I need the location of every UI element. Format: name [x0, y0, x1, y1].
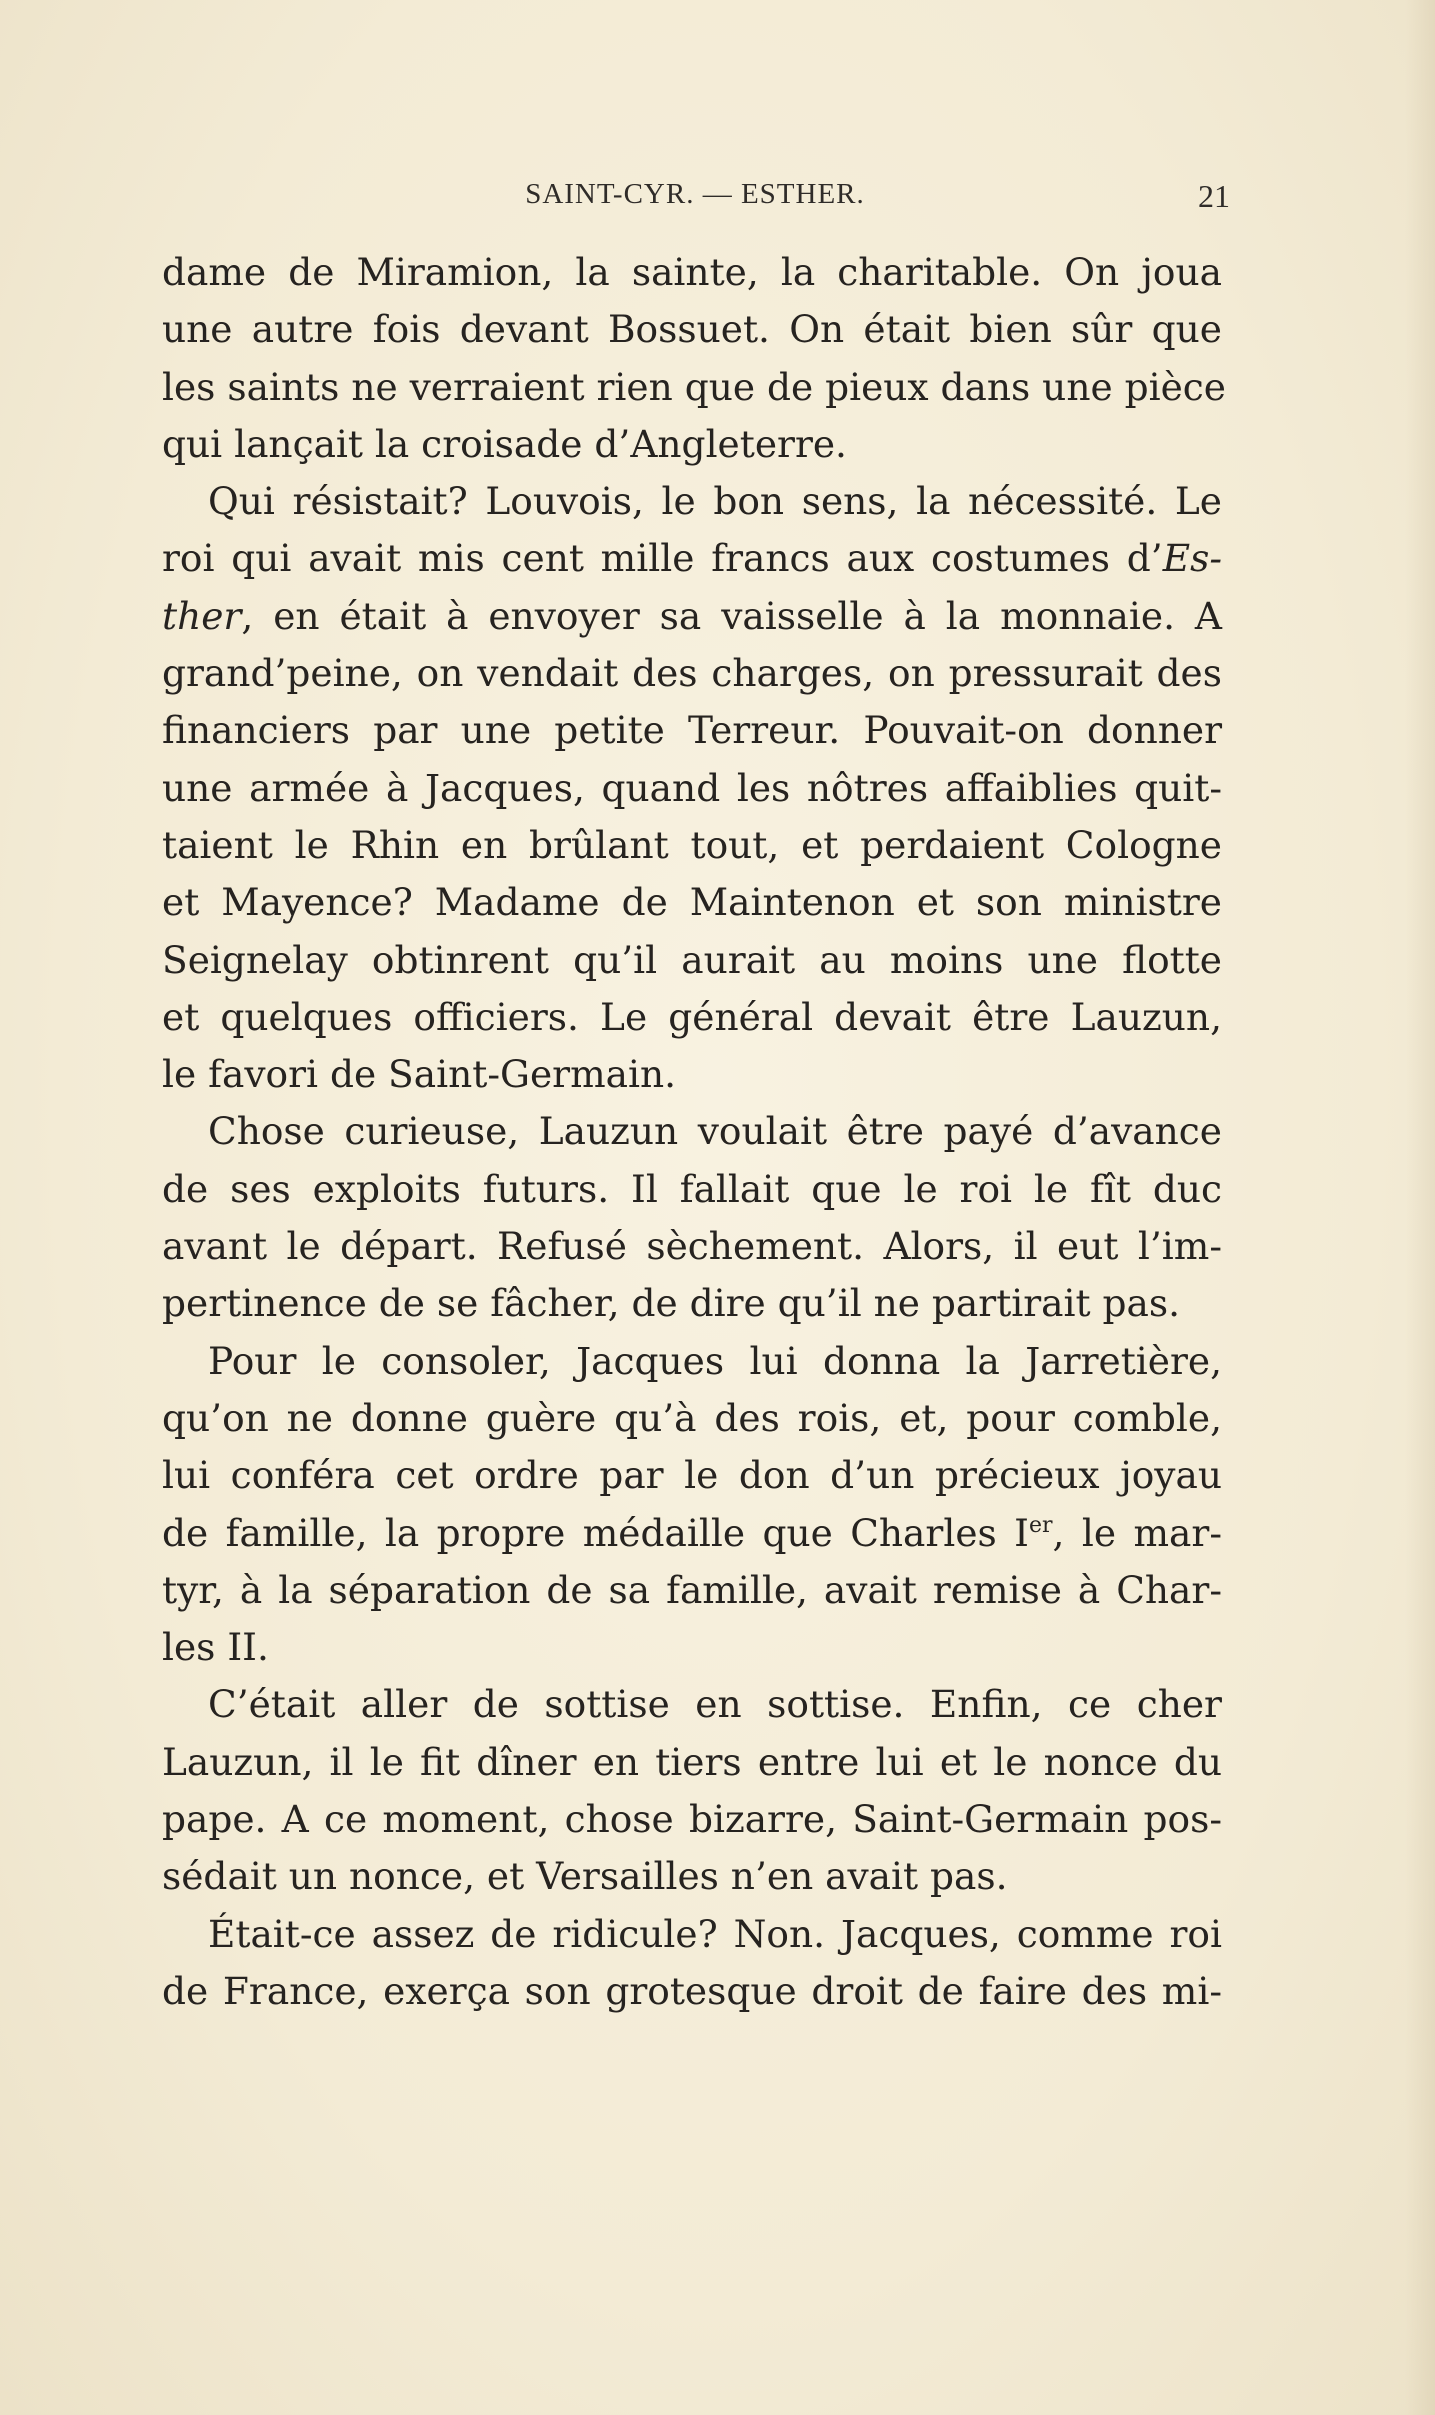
text-line: Lauzun, il le fit dîner en tiers entre lui et le nonce du [162, 1739, 1222, 1784]
text-line: C’était aller de sottise en sottise. Enfin, ce cher [208, 1682, 1222, 1727]
text-line: dame de Miramion, la sainte, la charitable. On joua [162, 250, 1222, 294]
text-line: taient le Rhin en brûlant tout, et perdaient Cologne [162, 822, 1222, 867]
text-line: les II. [162, 1625, 269, 1670]
running-title: SAINT-CYR. — ESTHER. [525, 178, 865, 210]
text-line: qui lançait la croisade d’Angleterre. [162, 421, 847, 466]
text-line: Seignelay obtinrent qu’il aurait au moins une flotte [162, 937, 1222, 982]
body-text [162, 244, 1226, 2020]
page-edge-shadow [1405, 0, 1435, 2415]
italic-title: Es- [1162, 536, 1222, 581]
paragraph [162, 1333, 1222, 1677]
text-line: sédait un nonce, et Versailles n’en avait pas. [162, 1854, 1008, 1899]
paragraph [162, 244, 1226, 473]
paragraph [162, 1906, 1222, 2021]
text-line: tyr, à la séparation de sa famille, avait remise à Char- [162, 1567, 1222, 1612]
text-line [162, 1505, 1222, 1562]
paragraph [162, 1103, 1222, 1332]
paragraph [162, 473, 1222, 1103]
text-line: Pour le consoler, Jacques lui donna la Jarretière, [208, 1338, 1222, 1383]
text-line: une armée à Jacques, quand les nôtres affaiblies quit- [162, 765, 1222, 810]
paragraph [162, 1676, 1222, 1905]
superscript: er [1029, 1512, 1053, 1538]
text-line: Qui résistait? Louvois, le bon sens, la nécessité. Le [208, 479, 1222, 524]
text-line: avant le départ. Refusé sèchement. Alors, il eut l’im- [162, 1224, 1222, 1269]
text-line: de France, exerça son grotesque droit de faire des mi- [162, 1968, 1222, 2013]
text-line: une autre fois devant Bossuet. On était bien sûr que [162, 307, 1222, 352]
text-line: lui conféra cet ordre par le don d’un précieux joyau [162, 1453, 1222, 1498]
text-line: pertinence de se fâcher, de dire qu’il ne partirait pas. [162, 1281, 1181, 1326]
text-line: Chose curieuse, Lauzun voulait être payé d’avance [208, 1109, 1222, 1154]
text-line [162, 588, 1222, 645]
text-segment: de famille, la propre médaille que Charles I [162, 1510, 1029, 1555]
text-line: financiers par une petite Terreur. Pouvait-on donner [162, 708, 1222, 753]
text-line [162, 530, 1222, 587]
text-segment: , le mar- [1052, 1510, 1222, 1555]
text-line: de ses exploits futurs. Il fallait que le roi le fît duc [162, 1166, 1222, 1211]
text-line: Était-ce assez de ridicule? Non. Jacques, comme roi [208, 1911, 1222, 1956]
text-line: et Mayence? Madame de Maintenon et son ministre [162, 880, 1222, 925]
text-line: et quelques officiers. Le général devait être Lauzun, [162, 994, 1222, 1039]
page-number: 21 [1198, 178, 1230, 214]
text-line: les saints ne verraient rien que de pieux dans une pièce [162, 364, 1226, 409]
italic-title: ther [162, 593, 242, 638]
text-line: qu’on ne donne guère qu’à des rois, et, pour comble, [162, 1395, 1222, 1440]
running-header [160, 178, 1230, 218]
text-segment: , en était à envoyer sa vaisselle à la monnaie. A [241, 593, 1222, 638]
text-segment: roi qui avait mis cent mille francs aux costumes d’ [162, 536, 1163, 581]
text-line: pape. A ce moment, chose bizarre, Saint-Germain pos- [162, 1797, 1222, 1842]
text-line: grand’peine, on vendait des charges, on pressurait des [162, 651, 1222, 696]
text-line: le favori de Saint-Germain. [162, 1052, 677, 1097]
